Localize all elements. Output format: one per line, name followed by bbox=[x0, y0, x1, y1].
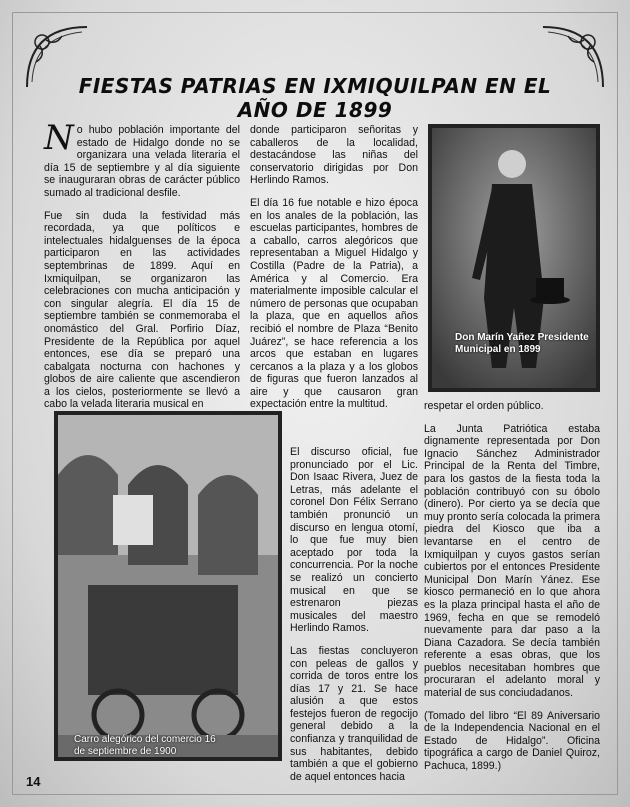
page-number: 14 bbox=[26, 774, 41, 789]
float-photo bbox=[54, 411, 282, 761]
drop-cap: N bbox=[44, 118, 74, 158]
paragraph-text: o hubo población importante del estado de Hidalgo donde no se organizara una velada literaria el día 15 de septiembre y al día siguiente se inauguraran obras de carácter público sumado al tradicional desfile. bbox=[44, 124, 240, 199]
paragraph: respetar el orden público. bbox=[424, 400, 544, 412]
column-2-lower bbox=[290, 446, 418, 793]
paragraph: Fue sin duda la festividad más recordada, ya que políticos e intelectuales hidalguenses de la época participaron en las actividades septembrinas de 1899. Aquí en Ixmiquilpan, se organizaron las celebraciones con mucha anticipación y con singular alegría. El día 15 de septiembre también se conmemoraba el onomástico del Gral. Porfirio Díaz, Presidente de la República por aquel entonces, ese día se preparó una cabalgata nocturna con hachones y globos de aire caliente que ascendieron a los cielos, posteriormente se llevó a cabo la velada literaria musical en bbox=[44, 209, 240, 411]
float-caption: Carro alegórico del comercio 16 de septiembre de 1900 bbox=[74, 734, 216, 757]
portrait-caption: Don Marín Yañez Presidente Municipal en 1899 bbox=[455, 332, 589, 355]
column-2 bbox=[250, 124, 418, 421]
page-title: FIESTAS PATRIAS EN IXMIQUILPAN EN EL AÑO DE 1899 bbox=[78, 74, 552, 122]
paragraph: El día 16 fue notable e hizo época en los anales de la población, las escuelas participantes, hombres de a caballo, carros alegóricos que representaban a Miguel Hidalgo y Costilla (Padre de la Patria), a América y al Comercio. Era materialmente imposible calcular el número de personas que ocupaban la plaza, que en aquellos años recibió el nombre de Plaza “Benito Juárez”, se hace referencia a los arcos que estaban en lugares cercanos a la plaza y a los globos de figuras que fueron lanzados al aire y que causaron gran expectación entre la multitud. bbox=[250, 196, 418, 411]
paragraph: (Tomado del libro “El 89 Aniversario de la Independencia Nacional en el Estado de Hidalgo”. Oficina tipográfica a cargo de Daniel Quiroz, Pachuca, 1899.) bbox=[424, 709, 600, 773]
paragraph: donde participaron señoritas y caballeros de la localidad, destacándose las niñas del conservatorio dirigidas por Don Herlindo Ramos. bbox=[250, 124, 418, 187]
column-3 bbox=[424, 400, 600, 783]
paragraph: El discurso oficial, fue pronunciado por el Lic. Don Isaac Rivera, Juez de Letras, más adelante el coronel Don Félix Serrano también pronunció un discurso en lengua otomí, lo que fue muy bien aceptado por toda la concurrencia. Por la noche se realizó un concierto musical en que se estrenaron piezas musicales del maestro Herlindo Ramos. bbox=[290, 446, 418, 635]
parade-float-icon bbox=[58, 415, 278, 757]
paragraph bbox=[44, 118, 240, 200]
paragraph: La Junta Patriótica estaba dignamente representada por Don Ignacio Sánchez Administrador Principal de la Renta del Timbre, para los gastos de la fiesta toda la población contribuyó con su óbolo (dinero). Por cierto ya se decía que muy pronto sería colocada la primera piedra del Kiosco que iba a levantarse en el centro de Ixmiquilpan y cuyos gastos serían cubiertos por el entonces Presidente Municipal Don Marín Yánez. Ese kiosco permaneció en lo que ahora es la plaza principal hasta el año de 1969, fecha en que se remodeló nuevamente para dar paso a la Diana Cazadora. Se decía también referente a esas obras, que los pueblos necesitaban hombres que procuraran el adelanto moral y material de sus conciudadanos. bbox=[424, 422, 600, 700]
column-1 bbox=[44, 118, 240, 421]
paragraph: Las fiestas concluyeron con peleas de gallos y corrida de toros entre los días 17 y 21. Se hace alusión a que estos festejos fueron de regocijo general debido a la confianza y tranquilidad de sus habitantes, debido también a que el gobierno de aquel entonces hacia bbox=[290, 644, 418, 783]
